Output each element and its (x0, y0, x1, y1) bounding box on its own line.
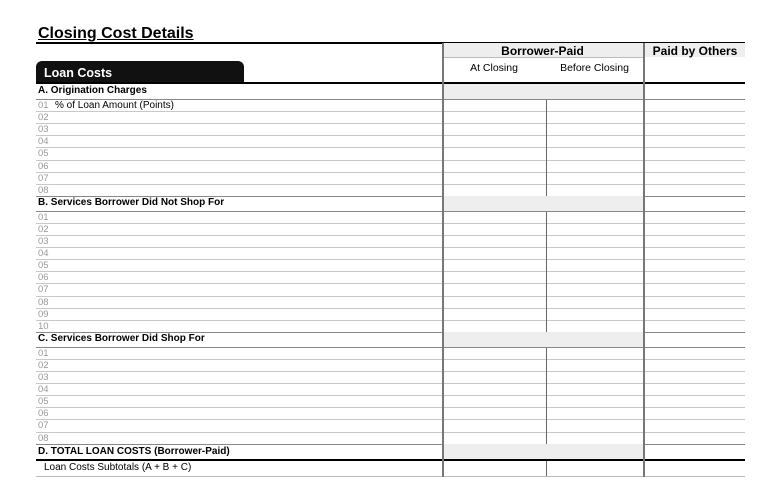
line-number: 01 (38, 100, 49, 111)
column-rule (546, 348, 547, 444)
line-number: 06 (38, 272, 49, 284)
line-number: 01 (38, 211, 49, 223)
line-number: 02 (38, 112, 49, 124)
row-rule (36, 211, 745, 212)
total-heading: D. TOTAL LOAN COSTS (Borrower-Paid) (38, 445, 230, 457)
line-number: 03 (38, 124, 49, 136)
column-rule (442, 43, 444, 477)
line-number: 10 (38, 320, 49, 332)
total-shade (443, 444, 643, 459)
row-rule (36, 283, 745, 284)
line-number: 05 (38, 148, 49, 160)
section-shade (443, 332, 643, 347)
at-closing-header: At Closing (470, 62, 518, 74)
line-number: 04 (38, 384, 49, 396)
line-number: 06 (38, 408, 49, 420)
column-rule (546, 212, 547, 332)
row-rule (36, 111, 745, 112)
before-closing-header: Before Closing (560, 62, 629, 74)
line-number: 03 (38, 236, 49, 247)
row-rule (36, 135, 745, 136)
line-number: 02 (38, 223, 49, 235)
line-number: 01 (38, 347, 49, 359)
column-rule (643, 43, 645, 477)
row-rule (36, 247, 745, 248)
line-number: 08 (38, 432, 49, 444)
row-rule (36, 308, 745, 309)
row-rule (36, 123, 745, 124)
row-rule (36, 184, 745, 185)
row-rule (36, 259, 745, 260)
row-rule (36, 407, 745, 408)
line-number: 07 (38, 172, 49, 184)
line-label: % of Loan Amount (Points) (55, 100, 174, 111)
line-number: 02 (38, 359, 49, 371)
paid-by-others-header: Paid by Others (652, 44, 738, 58)
section-shade (443, 84, 643, 99)
line-number: 07 (38, 284, 49, 296)
column-rule (546, 100, 547, 196)
row-rule (36, 347, 745, 348)
subtotal-label: Loan Costs Subtotals (A + B + C) (44, 461, 192, 473)
line-number: 07 (38, 420, 49, 432)
row-rule (36, 432, 745, 433)
row-rule (36, 223, 745, 224)
section-shade (443, 196, 643, 211)
line-number: 08 (38, 296, 49, 308)
line-number: 05 (38, 260, 49, 272)
line-number: 05 (38, 396, 49, 408)
section-heading: B. Services Borrower Did Not Shop For (38, 196, 225, 208)
row-rule (36, 371, 745, 372)
row-rule (36, 172, 745, 173)
page-title: Closing Cost Details (38, 25, 194, 42)
line-number: 06 (38, 160, 49, 172)
borrower-paid-header-rule (442, 57, 643, 58)
row-rule (36, 459, 745, 461)
row-rule (36, 419, 745, 420)
row-rule (36, 476, 745, 477)
row-rule (36, 271, 745, 272)
line-number: 09 (38, 308, 49, 320)
row-rule (36, 359, 745, 360)
line-number: 04 (38, 136, 49, 148)
row-rule (36, 320, 745, 321)
row-rule (36, 235, 745, 236)
line-number: 04 (38, 248, 49, 260)
line-number: 08 (38, 184, 49, 196)
line-number: 03 (38, 372, 49, 383)
section-heading: A. Origination Charges (38, 85, 147, 96)
column-rule (546, 461, 547, 476)
row-rule (36, 160, 745, 161)
row-rule (36, 395, 745, 396)
loan-costs-tab-label: Loan Costs (44, 66, 113, 80)
row-rule (36, 296, 745, 297)
row-rule (36, 383, 745, 384)
section-heading: C. Services Borrower Did Shop For (38, 332, 205, 344)
borrower-paid-header: Borrower-Paid (501, 44, 584, 58)
row-rule (36, 147, 745, 148)
